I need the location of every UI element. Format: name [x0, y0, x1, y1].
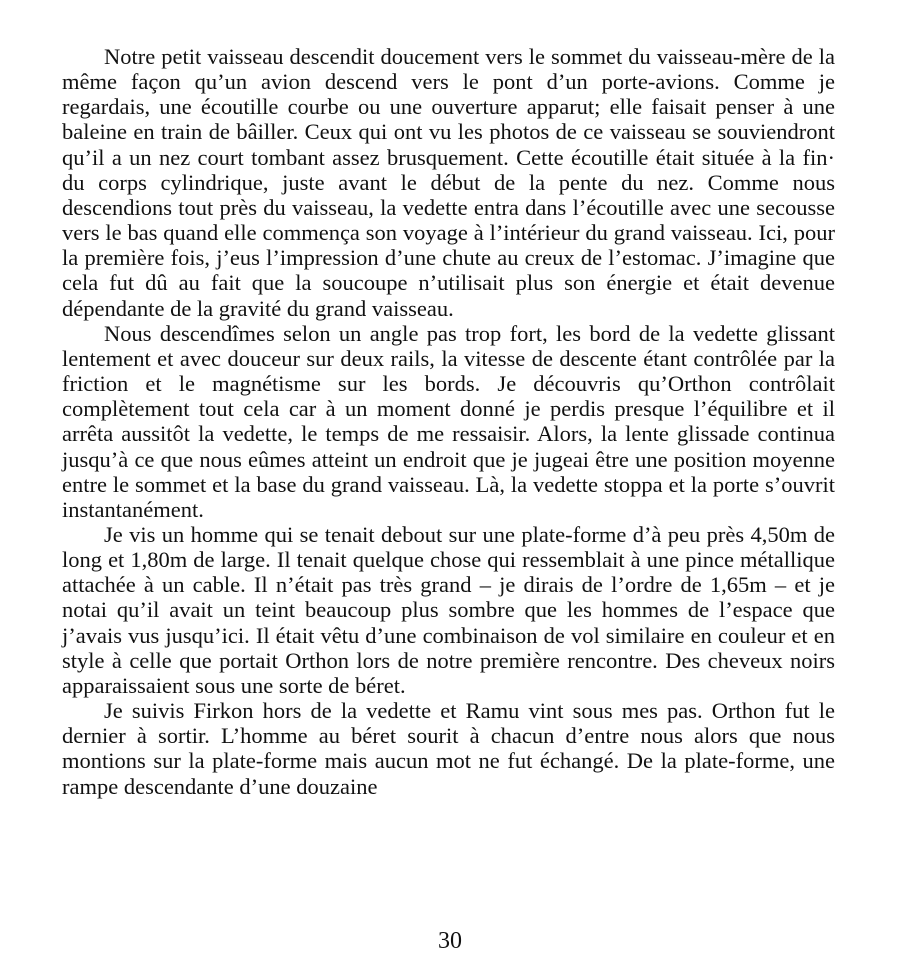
page-number: 30: [438, 928, 462, 954]
paragraph: Notre petit vaisseau descendit doucement vers le sommet du vaisseau-mère de la même façon qu’un avion descend vers le pont d’un porte-avions. Comme je regardais, une écoutille courbe ou une ouverture apparut; elle faisait penser à une baleine en train de bâiller. Ceux qui ont vu les photos de ce vaisseau se souviendront qu’il a un nez court tombant assez brusquement. Cette écoutille était située à la fin· du corps cylindrique, juste avant le début de la pente du nez. Comme nous descendions tout près du vaisseau, la vedette entra dans l’écoutille avec une secousse vers le bas quand elle commença son voyage à l’intérieur du grand vaisseau. Ici, pour la première fois, j’eus l’impression d’une chute au creux de l’estomac. J’imagine que cela fut dû au fait que la soucoupe n’utilisait plus son énergie et était devenue dépendante de la gravité du grand vaisseau.: [62, 44, 835, 321]
paragraph: Je vis un homme qui se tenait debout sur une plate-forme d’à peu près 4,50m de long et 1,80m de large. Il tenait quelque chose qui ressemblait à une pince métallique attachée à un cable. Il n’était pas très grand – je dirais de l’ordre de 1,65m – et je notai qu’il avait un teint beaucoup plus sombre que les hommes de l’espace que j’avais vus jusqu’ici. Il était vêtu d’une combinaison de vol similaire en couleur et en style à celle que portait Orthon lors de notre première rencontre. Des cheveux noirs apparaissaient sous une sorte de béret.: [62, 521, 835, 698]
paragraph: Nous descendîmes selon un angle pas trop fort, les bord de la vedette glissant lentement et avec douceur sur deux rails, la vitesse de descente étant contrôlée par la friction et le magnétisme sur les bords. Je découvris qu’Orthon contrôlait complètement tout cela car à un moment donné je perdis presque l’équilibre et il arrêta aussitôt la vedette, le temps de me ressaisir. Alors, la lente glissade continua jusqu’à ce que nous eûmes atteint un endroit que je jugeai être une position moyenne entre le sommet et la base du grand vaisseau. Là, la vedette stoppa et la porte s’ouvrit instantanément.: [62, 320, 835, 522]
page-text-block: [62, 44, 835, 799]
paragraph: Je suivis Firkon hors de la vedette et Ramu vint sous mes pas. Orthon fut le dernier à sortir. L’homme au béret sourit à chacun d’entre nous alors que nous montions sur la plate-forme mais aucun mot ne fut échangé. De la plate-forme, une rampe descendante d’une douzaine: [62, 698, 835, 799]
